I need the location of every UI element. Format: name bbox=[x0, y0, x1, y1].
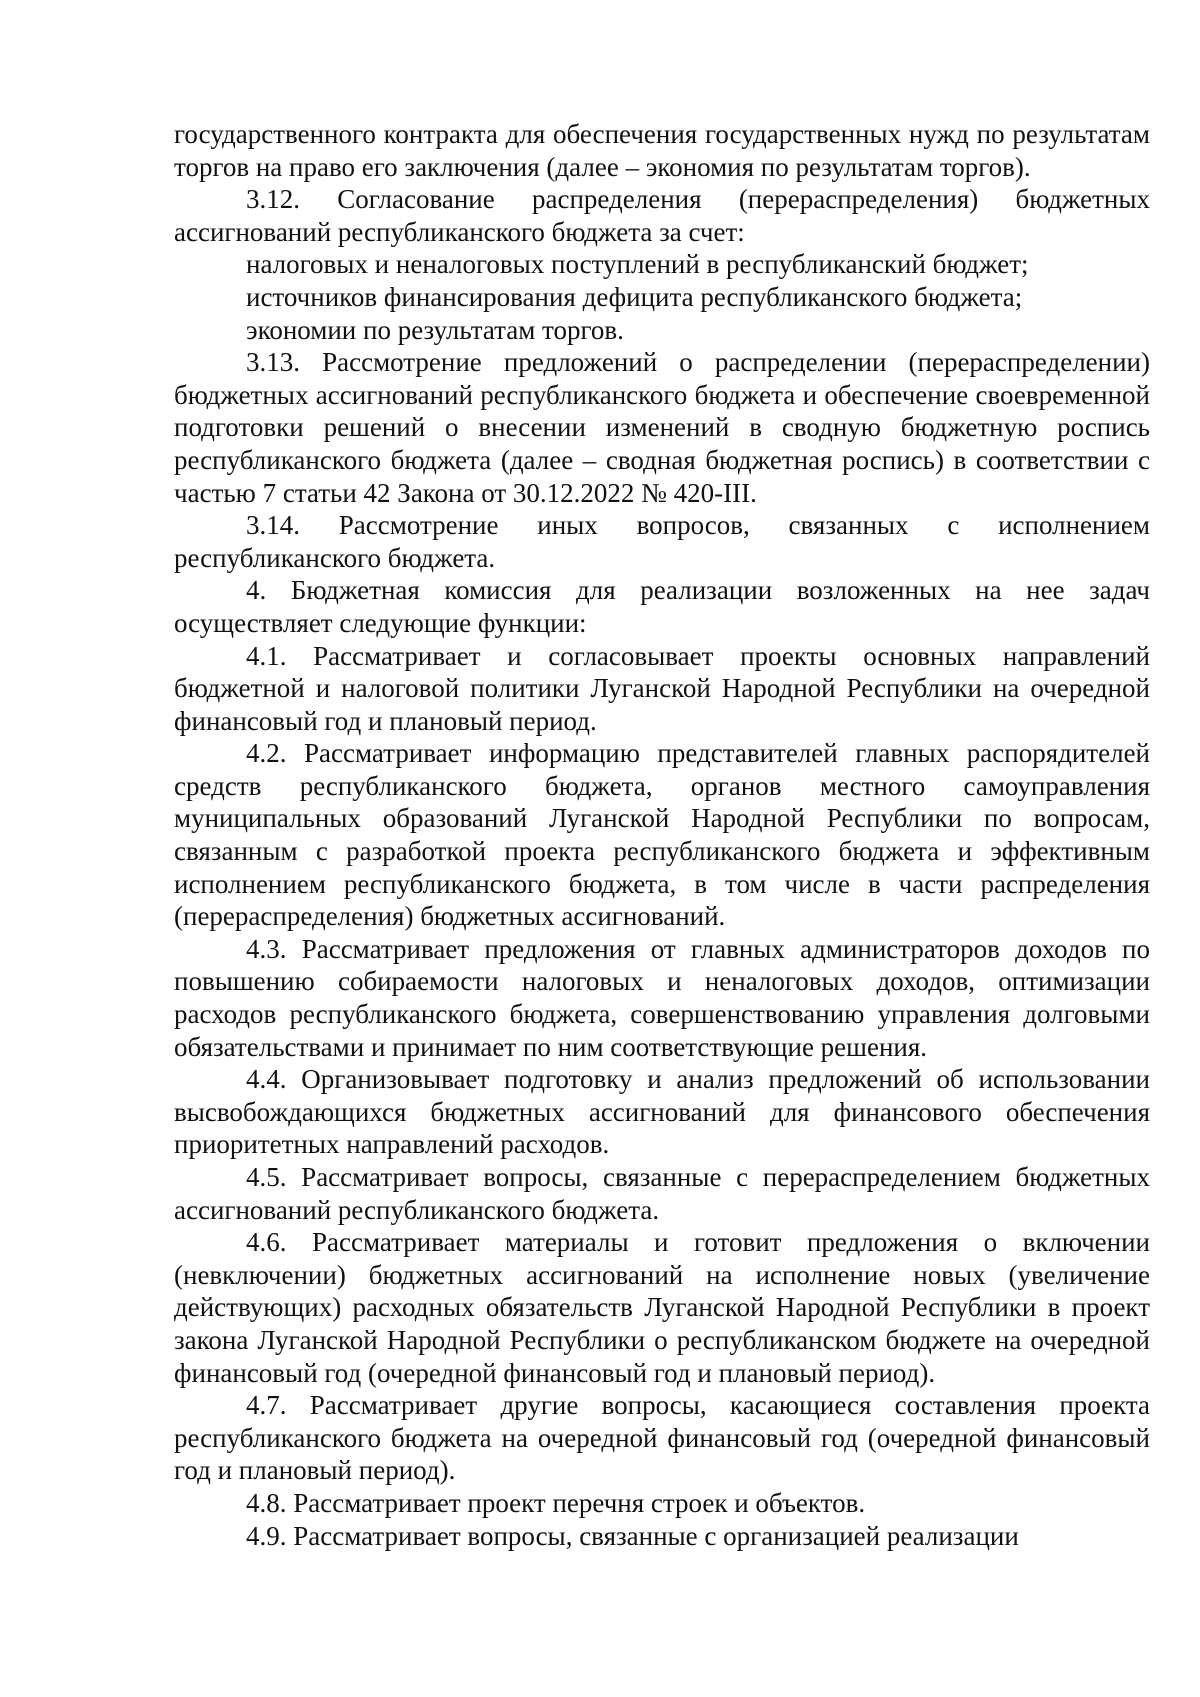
paragraph-4-4: 4.4. Организовывает подготовку и анализ предложений об использовании высвобождающихся бюджетных ассигнований для финансового обеспечения приоритетных направлений расходов. bbox=[174, 1064, 1150, 1160]
paragraph-4-2: 4.2. Рассматривает информацию представителей главных распорядителей средств республиканского бюджета, органов местного самоуправления муниципальных образований Луганской Народной Республики по вопросам, связанным с разработкой проекта республиканского бюджета и эффективным исполнением республиканского бюджета, в том числе в части распределения (перераспределения) бюджетных ассигнований. bbox=[174, 738, 1150, 932]
paragraph-3-14: 3.14. Рассмотрение иных вопросов, связанных с исполнением республиканского бюджета. bbox=[174, 510, 1150, 573]
paragraph-4-3: 4.3. Рассматривает предложения от главных администраторов доходов по повышению собираемости налоговых и неналоговых доходов, оптимизации расходов республиканского бюджета, совершенствованию управления долговыми обязательствами и принимает по ним соответствующие решения. bbox=[174, 933, 1150, 1062]
paragraph-4-7: 4.7. Рассматривает другие вопросы, касающиеся составления проекта республиканского бюджета на очередной финансовый год (очередной финансовый год и плановый период). bbox=[174, 1390, 1150, 1486]
paragraph-4: 4. Бюджетная комиссия для реализации возложенных на нее задач осуществляет следующие функции: bbox=[174, 575, 1150, 638]
paragraph-3-12-item-3: экономии по результатам торгов. bbox=[246, 314, 624, 345]
paragraph-3-12-item-2: источников финансирования дефицита республиканского бюджета; bbox=[246, 281, 1023, 312]
paragraph-4-1: 4.1. Рассматривает и согласовывает проекты основных направлений бюджетной и налоговой политики Луганской Народной Республики на очередной финансовый год и плановый период. bbox=[174, 640, 1150, 736]
paragraph-4-9: 4.9. Рассматривает вопросы, связанные с организацией реализации bbox=[246, 1520, 1019, 1551]
paragraph-3-13: 3.13. Рассмотрение предложений о распределении (перераспределении) бюджетных ассигнований республиканского бюджета и обеспечение своевременной подготовки решений о внесении изменений в сводную бюджетную роспись республиканского бюджета (далее – сводная бюджетная роспись) в соответствии с частью 7 статьи 42 Закона от 30.12.2022 № 420-III. bbox=[174, 347, 1150, 508]
document-body bbox=[174, 118, 1150, 1552]
paragraph-4-5: 4.5. Рассматривает вопросы, связанные с перераспределением бюджетных ассигнований республиканского бюджета. bbox=[174, 1162, 1150, 1225]
paragraph-3-12-item-1: налоговых и неналоговых поступлений в республиканский бюджет; bbox=[246, 249, 1029, 280]
paragraph-4-6: 4.6. Рассматривает материалы и готовит предложения о включении (невключении) бюджетных ассигнований на исполнение новых (увеличение действующих) расходных обязательств Луганской Народной Республики в проект закона Луганской Народной Республики о республиканском бюджете на очередной финансовый год (очередной финансовый год и плановый период). bbox=[174, 1227, 1150, 1388]
paragraph-continuation: государственного контракта для обеспечения государственных нужд по результатам торгов на право его заключения (далее – экономия по результатам торгов). bbox=[174, 119, 1150, 182]
paragraph-3-12: 3.12. Согласование распределения (перераспределения) бюджетных ассигнований республиканского бюджета за счет: bbox=[174, 184, 1150, 247]
paragraph-4-8: 4.8. Рассматривает проект перечня строек и объектов. bbox=[246, 1487, 866, 1518]
